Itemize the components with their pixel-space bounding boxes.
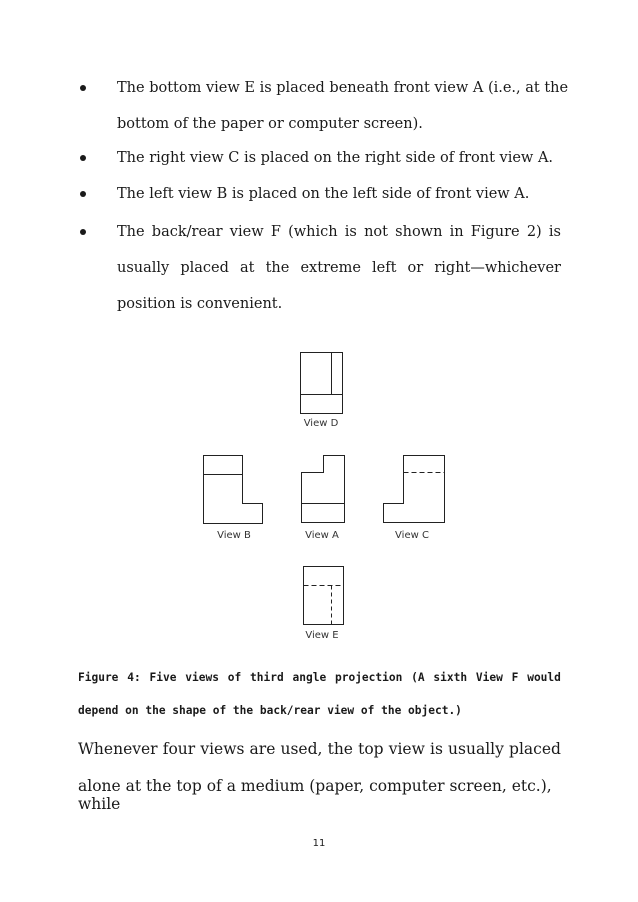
caption-word: F bbox=[511, 671, 519, 684]
paragraph-word: four bbox=[162, 740, 196, 758]
paragraph-word: the bbox=[327, 740, 353, 758]
paragraph-line-2: alone at the top of a medium (paper, computer screen, etc.), while bbox=[78, 777, 552, 813]
caption-word: would bbox=[527, 671, 561, 684]
caption-word: angle bbox=[292, 671, 327, 684]
caption-word: projection bbox=[334, 671, 403, 684]
bullet-2-line-1: The right view C is placed on the right side of front view A. bbox=[117, 150, 554, 166]
paragraph-line-1 bbox=[78, 740, 561, 758]
paragraph-word: top bbox=[358, 740, 384, 758]
view-a-drawing bbox=[302, 456, 345, 523]
view-d-drawing bbox=[301, 353, 343, 414]
page-number: 11 bbox=[312, 838, 326, 849]
caption-word: Figure bbox=[78, 671, 119, 684]
caption-word: views bbox=[185, 671, 219, 684]
caption-word: sixth bbox=[433, 671, 468, 684]
view-b-label: View B bbox=[217, 530, 251, 541]
caption-word: third bbox=[250, 671, 284, 684]
bullet-1-line-2: bottom of the paper or computer screen). bbox=[117, 116, 423, 132]
paragraph-line-1-wrap bbox=[78, 740, 561, 758]
caption-word: 4: bbox=[127, 671, 141, 684]
caption-word: of bbox=[227, 671, 242, 684]
view-a-label: View A bbox=[305, 530, 339, 541]
caption-word: View bbox=[475, 671, 503, 684]
caption-word: (A bbox=[411, 671, 425, 684]
paragraph-word: placed bbox=[509, 740, 561, 758]
paragraph-word: view bbox=[388, 740, 425, 758]
paragraph-word: used, bbox=[280, 740, 323, 758]
view-d-label: View D bbox=[303, 418, 339, 429]
bullet-3-line-1: The left view B is placed on the left side of front view A. bbox=[117, 186, 530, 202]
paragraph-word: usually bbox=[448, 740, 504, 758]
view-c-label: View C bbox=[395, 530, 429, 541]
figure-caption bbox=[78, 672, 561, 683]
caption-word: Five bbox=[149, 671, 177, 684]
view-c-drawing bbox=[384, 456, 445, 523]
paragraph-word: Whenever bbox=[78, 740, 158, 758]
view-e-drawing bbox=[304, 567, 344, 625]
paragraph-word: views bbox=[200, 740, 245, 758]
caption-line-2: depend on the shape of the back/rear view of the object.) bbox=[78, 704, 462, 717]
caption-line-1 bbox=[78, 672, 561, 683]
bullet-4-line-1: The back/rear view F (which is not shown in Figure 2) is bbox=[117, 224, 561, 240]
view-b-drawing bbox=[204, 456, 263, 524]
bullet-4-line-3: position is convenient. bbox=[117, 296, 283, 312]
paragraph-word: is bbox=[430, 740, 443, 758]
paragraph-word: are bbox=[249, 740, 276, 758]
bullet-4-line-2: usually placed at the extreme left or right—whichever bbox=[117, 260, 561, 276]
view-e-label: View E bbox=[305, 630, 339, 641]
bullet-1-line-1: The bottom view E is placed beneath front view A (i.e., at the bbox=[117, 80, 569, 96]
